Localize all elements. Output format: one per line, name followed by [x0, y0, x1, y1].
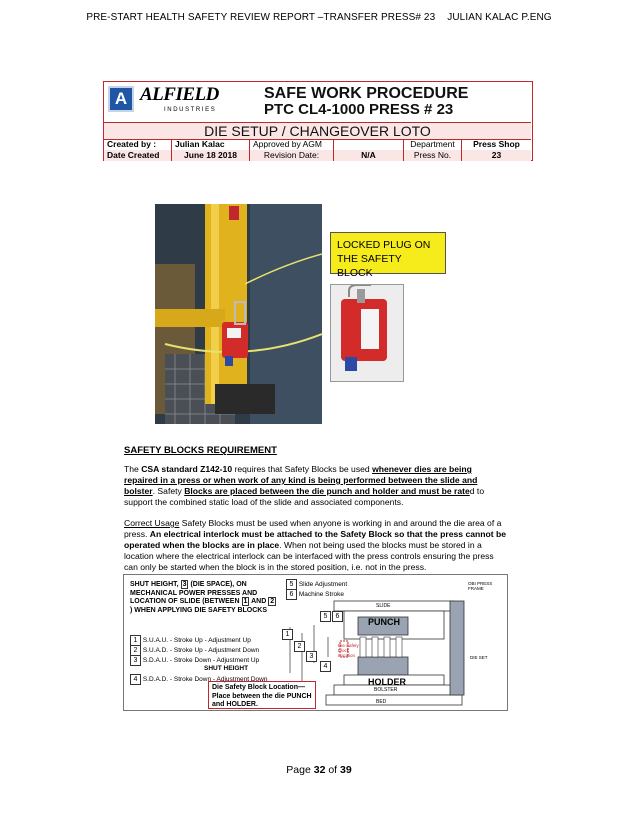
p1-rated: Blocks are placed between the die punch and holder and must be rate — [184, 486, 470, 496]
legend-num: 1 — [130, 635, 141, 646]
label-approved-by: Approved by AGM — [250, 139, 334, 150]
header-report-title: PRE-START HEALTH SAFETY REVIEW REPORT –TRANSFER PRESS# 23 — [86, 12, 436, 23]
dim-6: 6 — [332, 611, 343, 622]
dim-3: 3 — [306, 651, 317, 662]
legend-text: S.D.A.U. - Stroke Down - Adjustment Up — [142, 657, 260, 664]
swp-row-date — [104, 150, 531, 161]
label-punch: PUNCH — [368, 617, 401, 627]
shut-height-diagram — [123, 574, 508, 711]
label-press-no: Press No. — [404, 150, 462, 161]
swp-title: SAFE WORK PROCEDURE — [264, 85, 469, 102]
dh-num: 3 — [182, 581, 187, 588]
p2-correct-usage: Correct Usage — [124, 518, 180, 528]
dh-c: AND — [251, 598, 267, 605]
label-bed: BED — [376, 699, 387, 705]
legend-text: S.U.A.U. - Stroke Up - Adjustment Up — [142, 637, 251, 644]
legend-text: S.D.A.D. - Stroke Down - Adjustment Down — [142, 676, 268, 683]
header-author: JULIAN KALAC P.ENG — [447, 12, 552, 23]
label-holder: HOLDER — [368, 677, 406, 687]
p1-text4: d to support the combined static load of the slide and associated components. — [124, 486, 485, 507]
value-created-by: Julian Kalac — [172, 139, 250, 150]
label-bolster: BOLSTER — [374, 687, 398, 693]
label-block-location: Die Safety Block Location — [338, 643, 359, 658]
legend-num: 4 — [130, 674, 141, 685]
p1-text: The — [124, 464, 142, 474]
value-department: Press Shop — [473, 139, 520, 149]
p2-text: Safety Blocks must be used when anyone is working in and around the die area of a press. — [124, 518, 502, 539]
p2-interlock: An electrical interlock must be attached to the Safety Block so that the press cannot be operated when the blocks are in place — [124, 529, 507, 550]
diagram-heading — [130, 581, 280, 615]
page-header — [0, 12, 638, 23]
legend-num: 3 — [130, 655, 141, 666]
company-logo — [106, 84, 256, 120]
page-of: of — [325, 764, 341, 776]
swp-header-table — [103, 81, 533, 161]
procedure-band: DIE SETUP / CHANGEOVER LOTO — [104, 122, 531, 140]
logo-subtitle: INDUSTRIES — [164, 107, 217, 113]
locked-plug-inset-photo — [330, 284, 404, 382]
label-department: Department — [404, 139, 462, 150]
key-num: 5 — [286, 579, 297, 590]
dim-1: 1 — [282, 629, 293, 640]
locked-plug-callout: LOCKED PLUG ON THE SAFETY BLOCK — [330, 232, 446, 274]
label-revision-date: Revision Date: — [250, 150, 334, 161]
page-total: 39 — [340, 764, 352, 776]
dh-n2: 2 — [270, 598, 275, 605]
p1-text3: . Safety — [152, 486, 185, 496]
p1-standard: CSA standard Z142-10 — [141, 464, 233, 474]
dh-a: SHUT HEIGHT, — [130, 581, 179, 588]
p1-underlined: whenever dies are being repaired in a press or when work of any kind is being performed between the slide and bolster — [124, 464, 478, 496]
dh-d: ) WHEN APPLYING DIE SAFETY BLOCKS — [130, 606, 268, 614]
label-created-by: Created by : — [104, 139, 172, 150]
section-heading: SAFETY BLOCKS REQUIREMENT — [124, 445, 277, 456]
value-revision-date: N/A — [334, 150, 404, 161]
logo-letter: A — [108, 86, 134, 112]
p2-text2: . When not being used the blocks must be stored in a location where the electrical interlock can be interfaced with the press controls ensuring the press can only be started when the block is in the stored position, i.e. not in the press. — [124, 540, 494, 572]
paragraph-correct-usage — [124, 518, 508, 573]
die-safety-block-location-box: Die Safety Block Location— Place between the die PUNCH and HOLDER. — [208, 681, 316, 709]
value-approved — [334, 139, 404, 150]
p1-text2: requires that Safety Blocks be used — [232, 464, 373, 474]
logo-name: ALFIELD — [140, 84, 219, 105]
legend-text: S.U.A.D. - Stroke Up - Adjustment Down — [142, 647, 260, 654]
paragraph-csa-standard — [124, 464, 508, 508]
safety-block-photo — [155, 204, 322, 424]
page-current: 32 — [313, 764, 326, 776]
dh-b: (DIE SPACE), ON MECHANICAL POWER PRESSES AND LOCATION OF SLIDE (BETWEEN — [130, 581, 258, 605]
swp-press-title: PTC CL4-1000 PRESS # 23 — [264, 101, 454, 118]
page-number — [0, 764, 638, 776]
label-press-frame: OBI PRESS FRAME — [468, 581, 493, 591]
label-die-set: DIE SET — [470, 655, 488, 660]
dim-4: 4 — [320, 661, 331, 672]
dim-5: 5 — [320, 611, 331, 622]
dh-n1: 1 — [243, 598, 248, 605]
key-text: Slide Adjustment — [298, 581, 348, 588]
key-num: 6 — [286, 589, 297, 600]
page-prefix: Page — [286, 764, 314, 776]
key-text: Machine Stroke — [298, 591, 344, 598]
label-slide: SLIDE — [376, 603, 391, 609]
dim-2: 2 — [294, 641, 305, 652]
legend-num: 2 — [130, 645, 141, 656]
value-date-created: June 18 2018 — [172, 150, 250, 161]
label-date-created: Date Created — [104, 150, 172, 161]
legend-shut-height: SHUT HEIGHT — [204, 665, 249, 672]
value-press-no: 23 — [491, 150, 502, 160]
